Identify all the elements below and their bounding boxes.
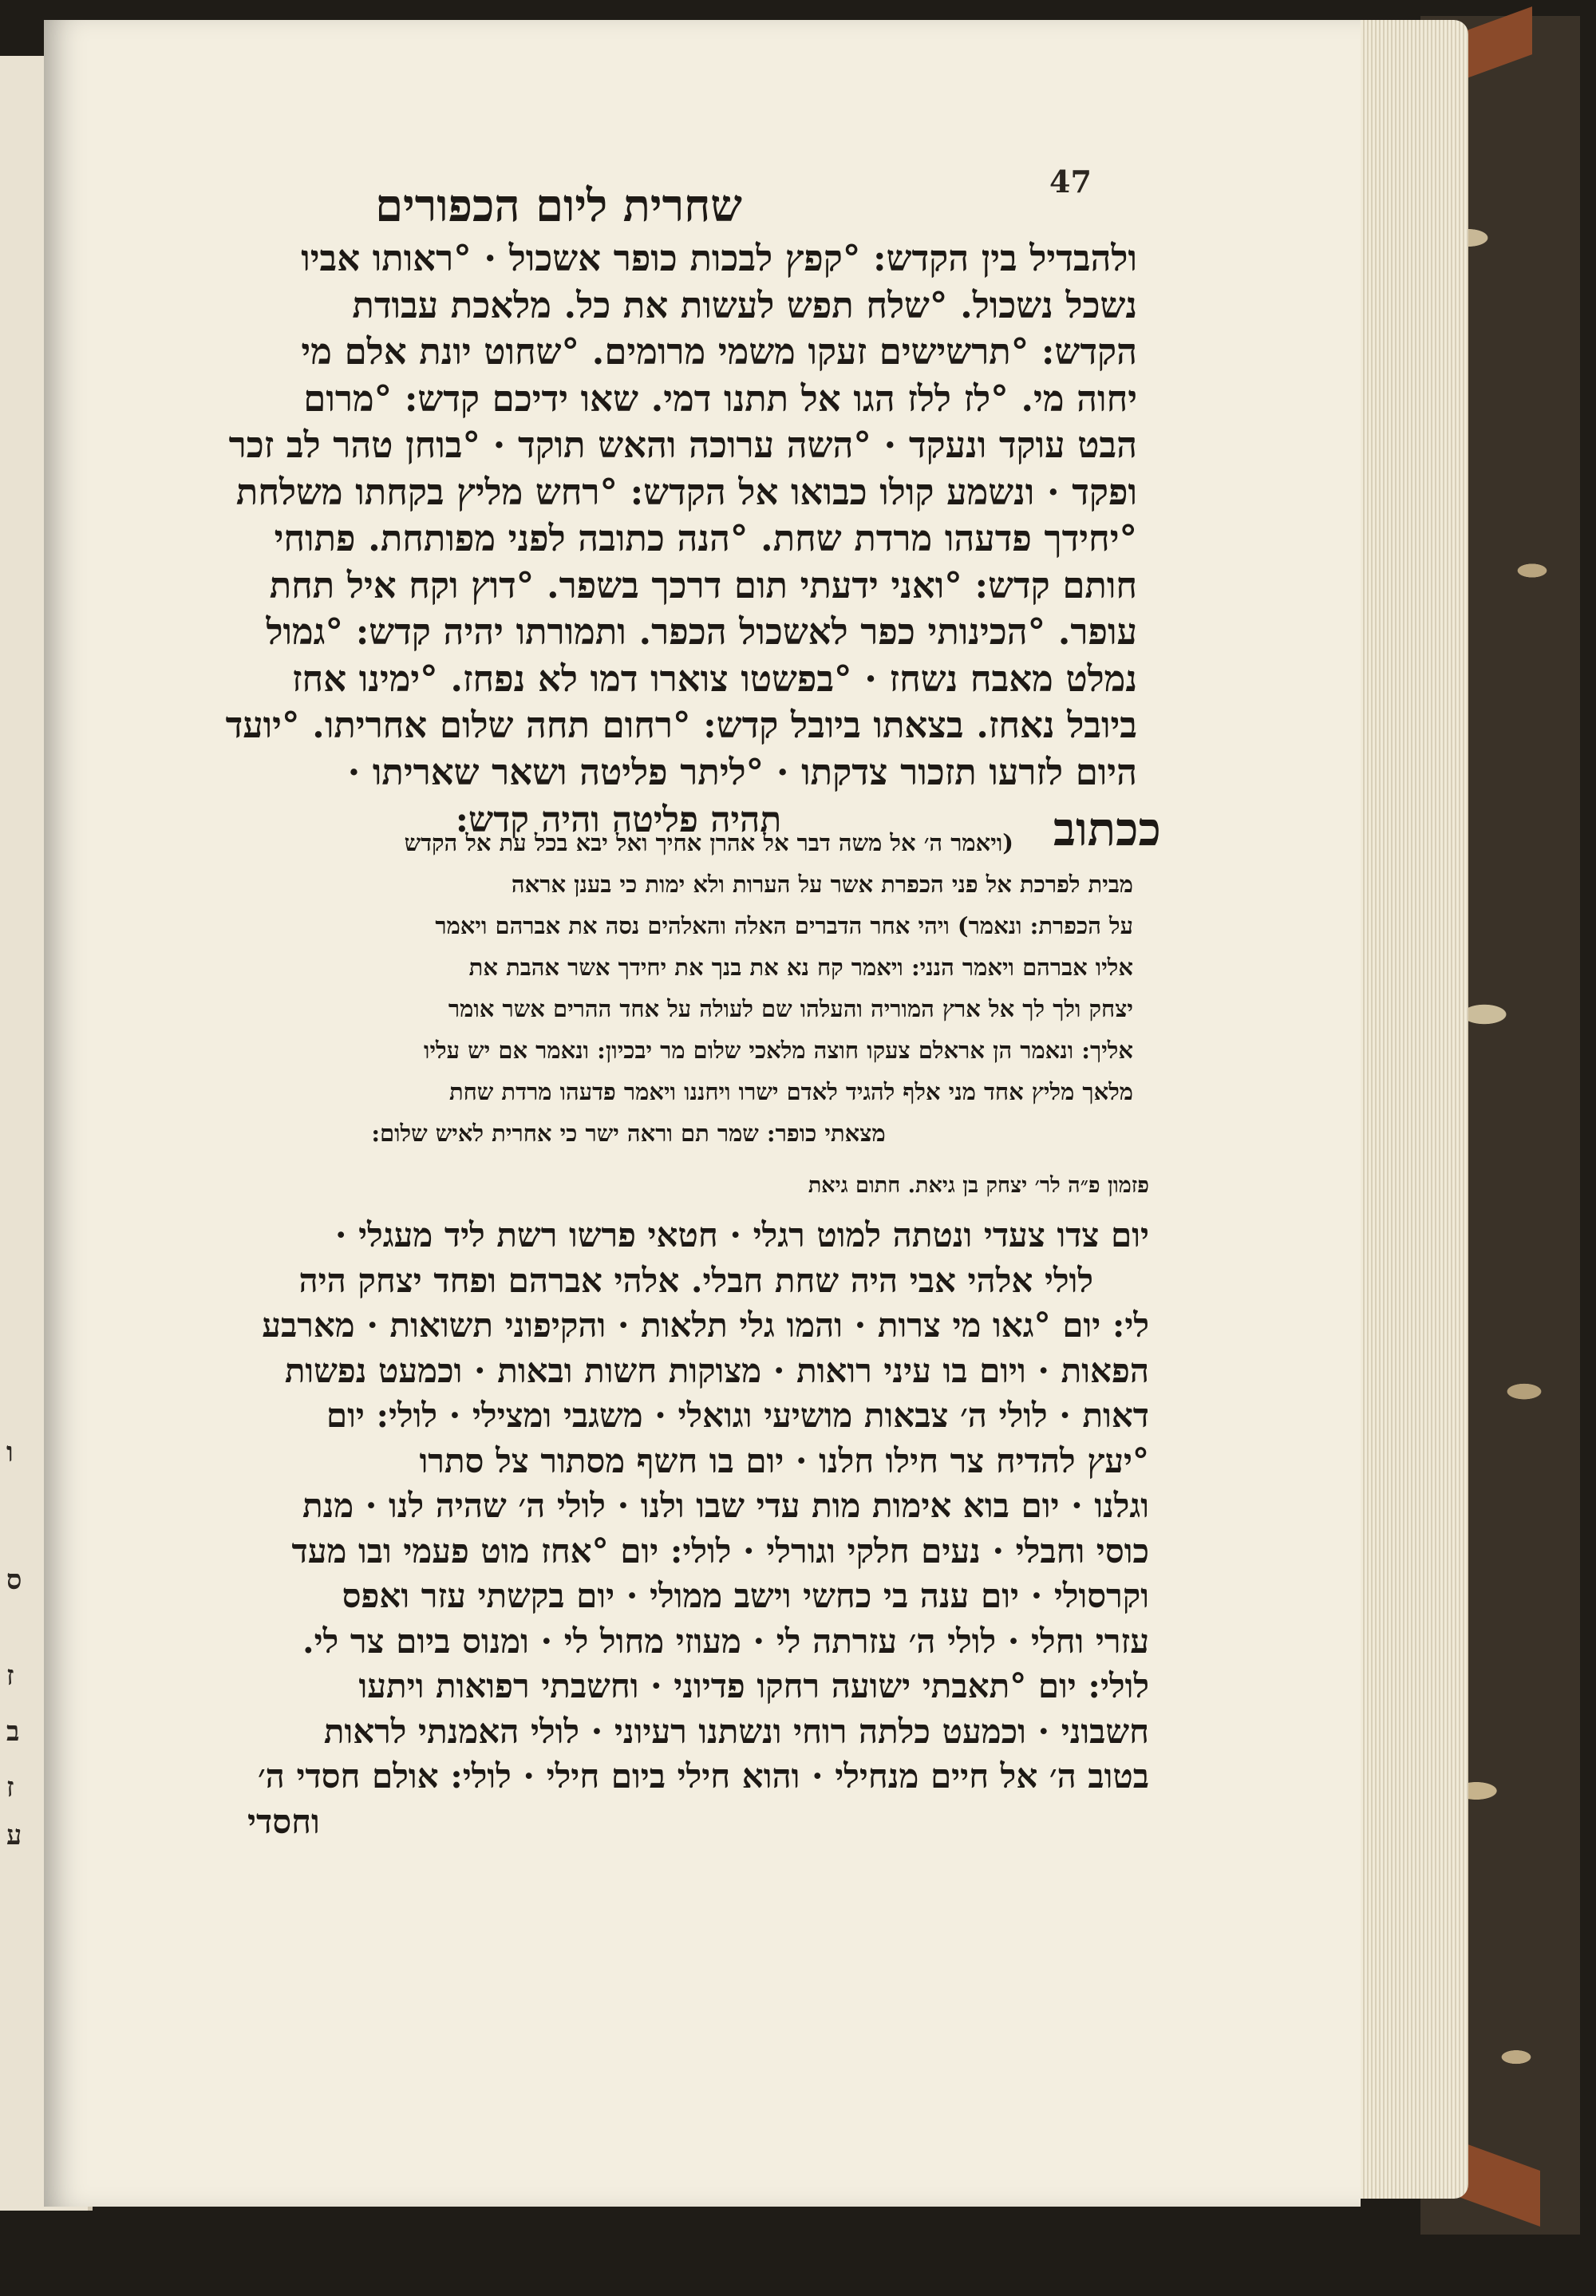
text-line: °יעץ להדיח צר חילו חלנו · יום בו חשף מסתור צל סתרו xyxy=(419,1440,1149,1480)
text-line: הפאות · ויום בו עיני רואות · מצוקות חשות ובאות · וכמעט נפשות xyxy=(284,1350,1149,1390)
left-page-fragment: ו xyxy=(6,1436,14,1468)
text-line: אליך: ונאמר הן אראלם צעקו חוצה מלאכי שלום מר יבכיון: ונאמר אם יש עליו xyxy=(424,1037,1133,1064)
scripture-quote-block xyxy=(124,822,1133,1154)
running-title: שחרית ליום הכפורים xyxy=(375,180,742,232)
text-line: יחוה מי. °לז ללז הגו אל תתנו דמי. שאו ידיכם קדש: °מרום xyxy=(303,377,1137,420)
text-line: דאות · לולי ה׳ צבאות מושיעי וגואלי · משגבי ומצילי · לולי: יום xyxy=(326,1396,1149,1435)
text-line: וקרסולי · יום ענה בי כחשי וישב ממולי · יום בקשתי עזר ואפס xyxy=(342,1576,1149,1615)
text-line: (ויאמר ה׳ אל משה דבר אל אהרן אחיך ואל יבא בכל עת אל הקדש xyxy=(404,829,1013,856)
text-line: עזרי וחלי · לולי ה׳ עזרתה לי · מעוזי מחול לי · ומנוס ביום צר לי. xyxy=(302,1621,1149,1661)
page-number: 47 xyxy=(1049,164,1092,200)
text-line-final: מצאתי כופר: שמר תם וראה ישר כי אחרית לאיש שלום: xyxy=(371,1120,886,1147)
text-line: היום לזרעו תזכור צדקתו · °ליתר פליטה ושאר שאריתו · xyxy=(347,750,1137,793)
text-line: מבית לפרכת אל פני הכפרת אשר על הערות ולא ימות כי בענן אראה xyxy=(511,871,1133,898)
piyyut-text-block xyxy=(128,1213,1149,1844)
text-line: על הכפרת: ונאמר) ויהי אחר הדברים האלה והאלהים נסה את אברהם ויאמר xyxy=(435,912,1133,939)
text-line: הקדש: °תרשישים זעקו משמי מרומים. °שחוט יונת אלם מי xyxy=(301,330,1137,373)
prayer-text-block xyxy=(100,235,1137,844)
text-line: לי: יום °גאו מי צרות · והמו גלי תלאות · והקיפוני תשואות · מארבע xyxy=(262,1306,1149,1345)
text-line: לולי אלהי אבי היה שחת חבלי. אלהי אברהם ופחד יצחק היה xyxy=(298,1260,1093,1300)
left-page-fragment: ס xyxy=(6,1564,22,1596)
text-line: נשכל נשכול. °שלח תפש לעשות את כל. מלאכת עבודת xyxy=(352,283,1137,326)
catchword: וחסדי xyxy=(247,1801,320,1841)
left-page-fragment: ז xyxy=(6,1660,14,1692)
text-line: °יחידך פדעהו מרדת שחת. °הנה כתובה לפני מפותחת. פתוחי xyxy=(274,517,1137,559)
text-line-final: תהיה פליטה והיה קדש: xyxy=(455,800,782,840)
text-line: חותם קדש: °ואני ידעתי תום דרכך בשפר. °דוץ וקח איל תחת xyxy=(269,563,1137,607)
katuv-heading: ככתוב xyxy=(1053,802,1161,856)
text-line: נמלט מאבח נשחז · °בפשטו צוארו דמו לא נפחז. °ימינו אחז xyxy=(292,657,1137,700)
text-line: מלאך מליץ אחד מני אלף להגיד לאדם ישרו ויחננו ויאמר פדעהו מרדת שחת xyxy=(448,1078,1133,1105)
text-line: ולהבדיל בין הקדש: °קפץ לבכות כופר אשכול · °ראותו אביו xyxy=(301,237,1137,279)
text-line: עופר. °הכינותי כפר לאשכול הכפר. ותמורתו יהיה קדש: °גמול xyxy=(266,611,1137,653)
text-line: הבט עוקד ונעקד · °השה ערוכה והאש תוקד · °בוחן טהר לב זכר xyxy=(228,424,1137,466)
text-line: חשבוני · וכמעט כלתה רוחי ונשתנו רעיוני · לולי האמנתי לראות xyxy=(323,1711,1149,1751)
text-line: ביובל נאחז. בצאתו ביובל קדש: °רחום תחה שלום אחריתו. °יועד xyxy=(225,704,1137,746)
text-line: יום צדו צעדי ונטתה למוט רגלי · חטאי פרשו רשת ליד מעגלי · xyxy=(334,1215,1149,1255)
piyyut-header: פזמון פ״ה לר׳ יצחק בן גיאת. חתום גיאת xyxy=(808,1173,1149,1198)
left-page-fragment: ב xyxy=(6,1716,20,1748)
text-line: אליו אברהם ויאמר הנני: ויאמר קח נא את בנך את יחידך אשר אהבת את xyxy=(468,954,1133,981)
text-line: ופקד · ונשמע קולו כבואו אל הקדש: °רחש מליץ בקחתו משלחת xyxy=(235,470,1137,513)
text-line: כוסי וחבלי · נעים חלקי וגורלי · לולי: יום °אחז מוט פעמי ובו מעד xyxy=(291,1531,1149,1571)
text-line: בטוב ה׳ אל חיים מנחילי · והוא חילי ביום חילי · לולי: אולם חסדי ה׳ xyxy=(257,1757,1149,1796)
text-line: וגלנו · יום בוא אימות מות עדי שבו ולנו · לולי ה׳ שהיה לנו · מנת xyxy=(302,1486,1149,1525)
left-page-fragment: ז xyxy=(6,1772,14,1804)
left-page-fragment: ע xyxy=(6,1820,22,1851)
text-line: יצחק ולך לך אל ארץ המוריה והעלהו שם לעולה על אחד ההרים אשר אומר xyxy=(448,995,1133,1022)
text-line: לולי: יום °תאבתי ישועה רחקו פדיוני · וחשבתי רפואות ויתעו xyxy=(358,1666,1149,1705)
